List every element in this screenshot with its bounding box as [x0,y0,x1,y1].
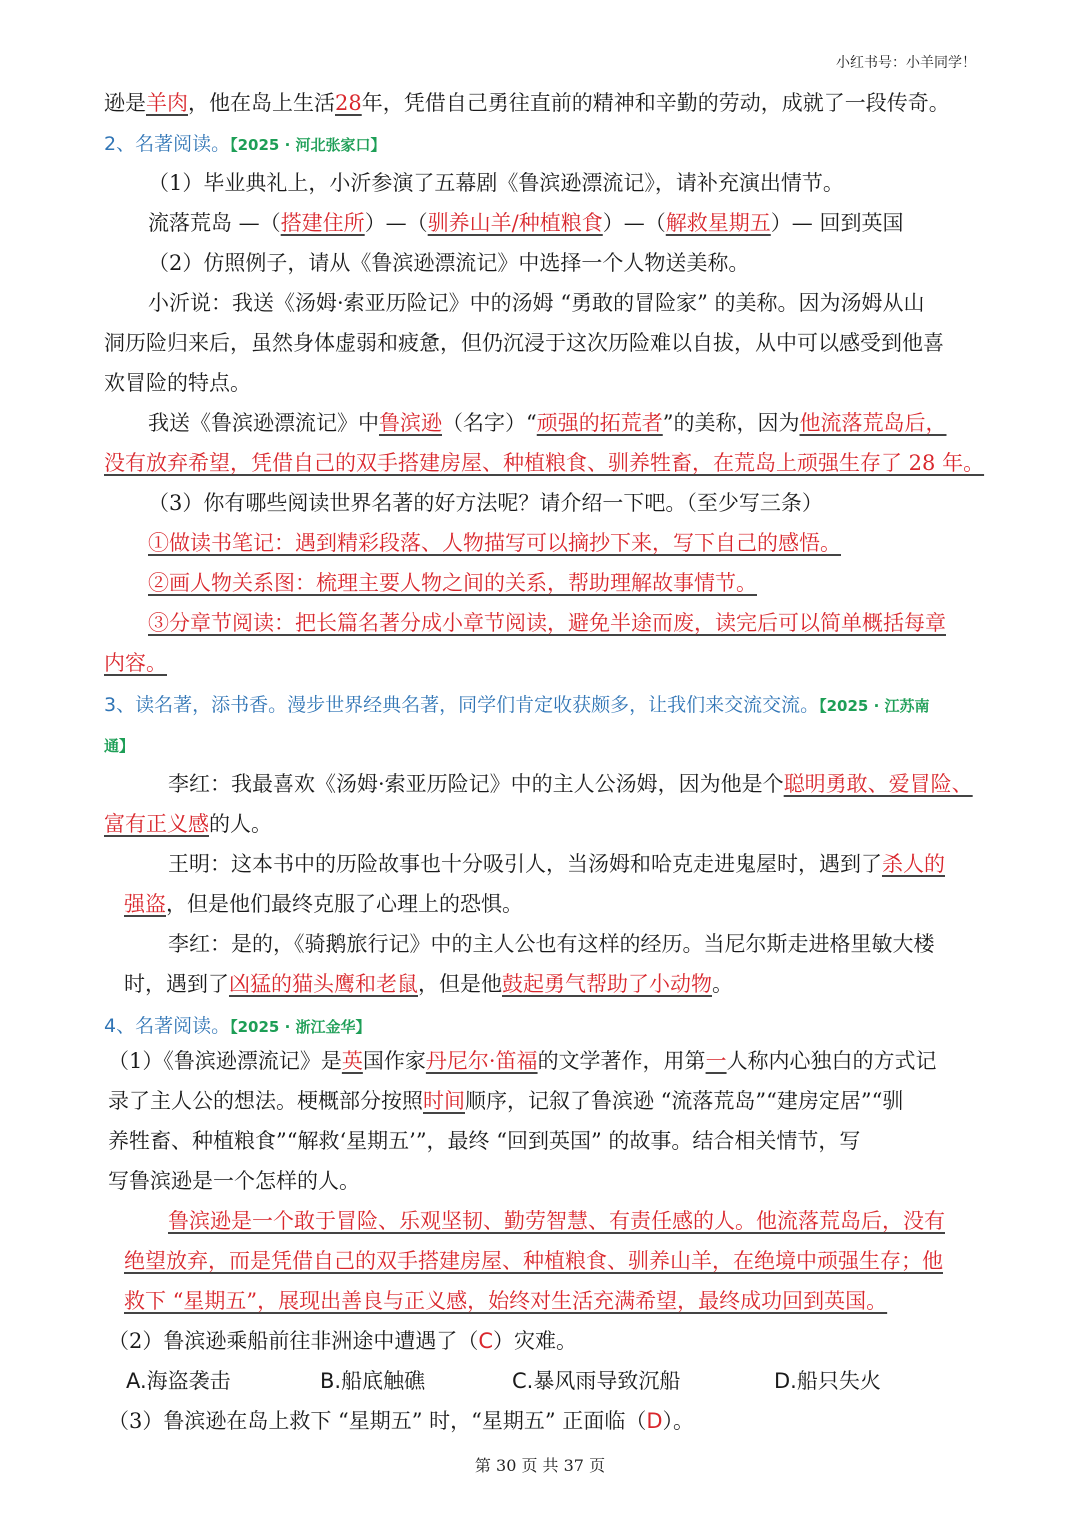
q4-sub1-line: 养牲畜、种植粮食”“解救‘星期五’”，最终 “回到英国” 的故事。结合相关情节，写 [108,1129,861,1153]
question-source: 【2025 · 江苏南 [819,697,930,715]
q2-method: ①做读书笔记：遇到精彩段落、人物描写可以摘抄下来，写下自己的感悟。 [148,531,841,555]
text: 。 [712,972,733,996]
q2-answer-line [148,408,976,438]
answer-blank: 凶猛的猫头鹰和老鼠 [229,972,418,996]
q4-sub1-line: 写鲁滨逊是一个怎样的人。 [108,1169,360,1193]
question-3-heading [104,689,976,721]
page-number: 第 30 页 共 37 页 [474,1456,606,1475]
question-source: 【2025 · 浙江金华】 [230,1018,371,1036]
answer-blank: 羊肉 [146,91,188,115]
text: 顺序，记叙了鲁滨逊 “流落荒岛”“建房定居”“驯 [465,1089,904,1113]
q4-sub2 [108,1326,976,1356]
text: （3）鲁滨逊在岛上救下 “星期五” 时，“星期五” 正面临（ [108,1409,647,1433]
answer-blank: 鼓起勇气帮助了小动物 [502,972,712,996]
q2-method: ③分章节阅读：把长篇名著分成小章节阅读，避免半途而废，读完后可以简单概括每章 [148,611,946,635]
text: 年，凭借自己勇往直前的精神和辛勤的劳动，成就了一段传奇。 [361,91,950,115]
text: ，但是他 [418,972,502,996]
question-3-source-cont [104,729,976,761]
answer-blank: 他流落荒岛后， [799,411,947,435]
answer-blank: 驯养山羊/种植粮食 [427,211,603,235]
text: 流落荒岛 —（ [148,211,281,235]
q3-dialogue-line [168,929,976,959]
text: 人称内心独白的方式记 [726,1049,937,1073]
q2-sub1: （1）毕业典礼上，小沂参演了五幕剧《鲁滨逊漂流记》，请补充演出情节。 [148,171,844,195]
answer-blank: 强盗 [124,892,166,916]
text: ，他在岛上生活 [188,91,335,115]
question-title: 2、名著阅读。 [104,133,231,155]
text: ）— 回到英国 [770,211,904,235]
question-title: 4、名著阅读。 [104,1015,231,1037]
q4-answer-line: 鲁滨逊是一个敢于冒险、乐观坚韧、勤劳智慧、有责任感的人。他流落荒岛后，没有 [168,1209,945,1233]
choice-answer: C [478,1329,494,1353]
q2-example-line: 小沂说：我送《汤姆·索亚历险记》中的汤姆 “勇敢的冒险家” 的美称。因为汤姆从山 [148,291,925,315]
q4-answer-line: 救下 “星期五”，展现出善良与正义感，始终对生活充满希望，最终成功回到英国。 [124,1289,888,1313]
text: 录了主人公的想法。梗概部分按照 [108,1089,423,1113]
q2-example-line: 欢冒险的特点。 [104,371,251,395]
q2-sub3: （3）你有哪些阅读世界名著的好方法呢？请介绍一下吧。（至少写三条） [148,491,823,515]
choice-answer: D [646,1409,663,1433]
text: （2）鲁滨逊乘船前往非洲途中遭遇了（ [108,1329,479,1353]
text: 国作家 [362,1049,426,1073]
answer-blank: 一 [705,1049,727,1073]
text: ）—（ [602,211,666,235]
answer-blank: 28 [335,91,362,115]
text: 我送《鲁滨逊漂流记》中 [148,411,379,435]
option-label: A.海盗袭击 [126,1369,231,1393]
q2-sub2: （2）仿照例子，请从《鲁滨逊漂流记》中选择一个人物送美称。 [148,251,750,275]
question-source: 通】 [104,737,135,755]
answer-blank: 富有正义感 [104,812,209,836]
text: （名字）“ [442,411,537,435]
answer-blank: 聪明勇敢、爱冒险、 [783,772,973,796]
text: ”的美称，因为 [662,411,800,435]
answer-blank: 英 [341,1049,363,1073]
text: ）灾难。 [493,1329,578,1353]
question-title: 3、读名著，添书香。漫步世界经典名著，同学们肯定收获颇多，让我们来交流交流。 [104,694,820,716]
q4-sub3 [108,1406,976,1436]
option-c [512,1366,680,1396]
text: 时，遇到了 [124,972,229,996]
q2-method: ②画人物关系图：梳理主要人物之间的关系，帮助理解故事情节。 [148,571,757,595]
option-b [320,1366,425,1396]
q4-answer-line: 绝望放弃，而是凭借自己的双手搭建房屋、种植粮食、驯养山羊，在绝境中顽强生存；他 [124,1249,943,1273]
option-label: D.船只失火 [774,1369,881,1393]
option-label: B.船底触礁 [320,1369,426,1393]
q2-example-line: 洞历险归来后，虽然身体虚弱和疲惫，但仍沉浸于这次历险难以自拔，从中可以感受到他喜 [104,331,944,355]
answer-blank: 鲁滨逊 [379,411,442,435]
option-d [774,1366,881,1396]
option-a [126,1366,231,1396]
q2-method: 内容。 [104,651,167,675]
answer-blank: 解救星期五 [665,211,771,235]
question-source: 【2025 · 河北张家口】 [230,136,386,154]
q3-dialogue-line [124,889,976,919]
q3-dialogue-line [124,969,976,999]
q2-plot-line [148,208,976,238]
q3-dialogue-line [168,849,976,879]
text: （1）《鲁滨逊漂流记》是 [108,1049,342,1073]
answer-blank: 顽强的拓荒者 [536,411,663,435]
q3-dialogue-line [104,809,976,839]
q4-sub1-line [108,1046,976,1076]
text: ）—（ [364,211,428,235]
text: 逊是 [104,91,146,115]
text: ）。 [662,1409,694,1433]
text: 的人。 [209,812,272,836]
text: ，但是他们最终克服了心理上的恐惧。 [166,892,523,916]
answer-blank: 时间 [423,1089,465,1113]
watermark-header: 小红书号：小羊同学！ [836,55,976,71]
q3-dialogue-line [168,769,976,799]
continuation-line [104,88,976,118]
question-4-heading [104,1010,976,1042]
q2-answer-line: 没有放弃希望，凭借自己的双手搭建房屋、种植粮食、驯养牲畜，在荒岛上顽强生存了 28 年。 [104,451,985,475]
text: 李红：我最喜欢《汤姆·索亚历险记》中的主人公汤姆，因为他是个 [168,772,784,796]
text: 王明：这本书中的历险故事也十分吸引人，当汤姆和哈克走进鬼屋时，遇到了 [168,852,882,876]
answer-blank: 搭建住所 [280,211,365,235]
text: 的文学著作，用第 [537,1049,706,1073]
answer-blank: 杀人的 [882,852,945,876]
answer-blank: 丹尼尔·笛福 [425,1049,538,1073]
q4-sub1-line [108,1086,976,1116]
question-2-heading [104,128,976,160]
text: 李红：是的，《骑鹅旅行记》中的主人公也有这样的经历。当尼尔斯走进格里敏大楼 [168,932,935,956]
option-label: C.暴风雨导致沉船 [512,1369,681,1393]
